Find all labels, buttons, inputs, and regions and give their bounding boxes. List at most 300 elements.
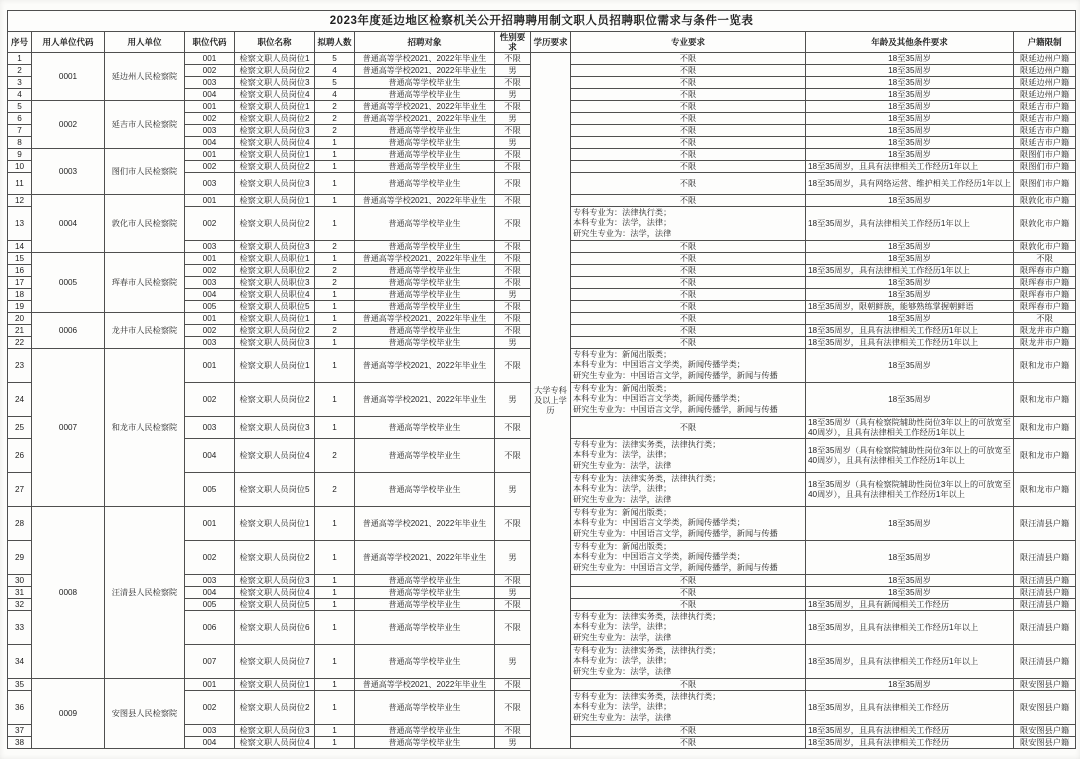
target-cell: 普通高等学校毕业生 [355,691,495,725]
age-cell: 18至35周岁 [806,313,1014,325]
headcount-cell: 1 [315,737,355,749]
residency-cell: 限汪清县户籍 [1014,645,1076,679]
age-cell: 18至35周岁（具有检察院辅助性岗位3年以上的可放宽至40周岁），且具有法律相关工作经历1年以上 [806,473,1014,507]
age-cell: 18至35周岁 [806,137,1014,149]
age-cell: 18至35周岁，且具有法律相关工作经历1年以上 [806,645,1014,679]
major-line: 专科专业为：法律实务类，法律执行类； [573,611,721,621]
headcount-cell: 1 [315,645,355,679]
age-cell: 18至35周岁，限朝鲜族，能够熟练掌握朝鲜语 [806,301,1014,313]
employer-code-cell: 0009 [32,679,105,749]
headcount-cell: 1 [315,301,355,313]
target-cell: 普通高等学校毕业生 [355,89,495,101]
serial-cell: 10 [8,161,32,173]
education-cell: 大学专科及以上学历 [531,53,571,749]
age-cell: 18至35周岁 [806,125,1014,137]
major-line: 研究生专业为：法学，法律 [573,228,672,238]
major-line: 专科专业为：法律实务类，法律执行类； [573,439,721,449]
serial-cell: 28 [8,507,32,541]
gender-cell: 男 [495,541,531,575]
target-cell: 普通高等学校2021、2022年毕业生 [355,195,495,207]
position-name-cell: 检察文职人员岗位5 [235,473,315,507]
position-code-cell: 003 [185,277,235,289]
residency-cell: 限延吉市户籍 [1014,113,1076,125]
position-name-cell: 检察文职人员岗位6 [235,611,315,645]
gender-cell: 不限 [495,195,531,207]
position-name-cell: 检察文职人员岗位3 [235,725,315,737]
gender-cell: 不限 [495,679,531,691]
serial-cell: 36 [8,691,32,725]
employer-name-cell: 珲春市人民检察院 [105,253,185,313]
headcount-cell: 1 [315,195,355,207]
gender-cell: 不限 [495,265,531,277]
column-header: 招聘对象 [355,32,495,53]
age-cell: 18至35周岁 [806,253,1014,265]
position-code-cell: 004 [185,89,235,101]
serial-cell: 37 [8,725,32,737]
employer-code-cell: 0006 [32,313,105,349]
position-code-cell: 001 [185,53,235,65]
employer-code-cell: 0001 [32,53,105,101]
position-code-cell: 003 [185,125,235,137]
serial-cell: 2 [8,65,32,77]
major-cell [571,541,806,575]
major-cell: 不限 [571,587,806,599]
major-cell: 不限 [571,137,806,149]
target-cell: 普通高等学校毕业生 [355,725,495,737]
residency-cell: 限珲春市户籍 [1014,277,1076,289]
position-name-cell: 检察文职人员岗位3 [235,575,315,587]
position-code-cell: 002 [185,383,235,417]
major-line: 研究生专业为：法学，法律 [573,494,672,504]
positions-table [7,10,1076,749]
residency-cell: 限珲春市户籍 [1014,265,1076,277]
column-header: 职位代码 [185,32,235,53]
age-cell: 18至35周岁 [806,289,1014,301]
gender-cell: 男 [495,737,531,749]
residency-cell: 限汪清县户籍 [1014,587,1076,599]
headcount-cell: 1 [315,137,355,149]
residency-cell: 限延吉市户籍 [1014,125,1076,137]
major-line: 本科专业为：中国语言文学类，新闻传播学类； [573,360,745,370]
age-cell: 18至35周岁（具有检察院辅助性岗位3年以上的可放宽至40周岁），且具有法律相关工作经历1年以上 [806,417,1014,439]
major-cell: 不限 [571,277,806,289]
age-cell: 18至35周岁 [806,53,1014,65]
major-line: 本科专业为：中国语言文学类，新闻传播学类； [573,394,745,404]
target-cell: 普通高等学校毕业生 [355,161,495,173]
serial-cell: 27 [8,473,32,507]
age-cell: 18至35周岁，且具有法律相关工作经历1年以上 [806,325,1014,337]
gender-cell: 男 [495,473,531,507]
major-line: 专科专业为：法律实务类，法律执行类； [573,473,721,483]
column-header: 用人单位 [105,32,185,53]
table-body [8,53,1076,749]
serial-cell: 21 [8,325,32,337]
major-cell: 不限 [571,241,806,253]
residency-cell: 限汪清县户籍 [1014,507,1076,541]
gender-cell: 不限 [495,725,531,737]
serial-cell: 7 [8,125,32,137]
major-line: 研究生专业为：法学，法律 [573,712,672,722]
position-code-cell: 003 [185,337,235,349]
serial-cell: 30 [8,575,32,587]
gender-cell: 不限 [495,149,531,161]
major-line: 专科专业为：新闻出版类； [573,349,672,359]
headcount-cell: 5 [315,53,355,65]
residency-cell: 限汪清县户籍 [1014,611,1076,645]
position-name-cell: 检察文职人员岗位1 [235,149,315,161]
residency-cell: 限敦化市户籍 [1014,195,1076,207]
headcount-cell: 2 [315,241,355,253]
position-code-cell: 005 [185,599,235,611]
column-header: 拟聘人数 [315,32,355,53]
residency-cell: 限和龙市户籍 [1014,439,1076,473]
major-line: 本科专业为：中国语言文学类，新闻传播学类； [573,552,745,562]
major-cell: 不限 [571,679,806,691]
major-line: 专科专业为：新闻出版类； [573,541,672,551]
table-wrap [7,10,1075,749]
target-cell: 普通高等学校毕业生 [355,337,495,349]
age-cell: 18至35周岁，具有网络运营、维护相关工作经历1年以上 [806,173,1014,195]
target-cell: 普通高等学校毕业生 [355,301,495,313]
major-cell [571,207,806,241]
gender-cell: 男 [495,65,531,77]
target-cell: 普通高等学校毕业生 [355,473,495,507]
residency-cell: 限敦化市户籍 [1014,207,1076,241]
gender-cell: 不限 [495,439,531,473]
major-cell [571,645,806,679]
serial-cell: 1 [8,53,32,65]
target-cell: 普通高等学校2021、2022年毕业生 [355,113,495,125]
position-name-cell: 检察文职人员岗位1 [235,679,315,691]
age-cell: 18至35周岁 [806,679,1014,691]
position-name-cell: 检察文职人员岗位2 [235,207,315,241]
position-code-cell: 001 [185,679,235,691]
major-cell: 不限 [571,337,806,349]
major-cell: 不限 [571,101,806,113]
position-code-cell: 004 [185,439,235,473]
position-name-cell: 检察文职人员岗位2 [235,65,315,77]
headcount-cell: 1 [315,417,355,439]
serial-cell: 13 [8,207,32,241]
major-cell: 不限 [571,113,806,125]
headcount-cell: 2 [315,101,355,113]
serial-cell: 34 [8,645,32,679]
major-cell: 不限 [571,161,806,173]
residency-cell: 限汪清县户籍 [1014,599,1076,611]
serial-cell: 23 [8,349,32,383]
serial-cell: 26 [8,439,32,473]
major-line: 本科专业为：法学，法律； [573,702,672,712]
gender-cell: 不限 [495,417,531,439]
position-name-cell: 检察文职人员岗位1 [235,313,315,325]
gender-cell: 不限 [495,207,531,241]
serial-cell: 15 [8,253,32,265]
position-code-cell: 002 [185,65,235,77]
major-line: 专科专业为：新闻出版类； [573,383,672,393]
position-code-cell: 003 [185,173,235,195]
residency-cell: 限安图县户籍 [1014,691,1076,725]
serial-cell: 35 [8,679,32,691]
major-cell: 不限 [571,149,806,161]
headcount-cell: 1 [315,679,355,691]
position-name-cell: 检察文职人员职位3 [235,277,315,289]
serial-cell: 25 [8,417,32,439]
residency-cell: 不限 [1014,253,1076,265]
headcount-cell: 1 [315,313,355,325]
age-cell: 18至35周岁 [806,65,1014,77]
major-cell [571,691,806,725]
target-cell: 普通高等学校毕业生 [355,125,495,137]
target-cell: 普通高等学校毕业生 [355,289,495,301]
employer-name-cell: 龙井市人民检察院 [105,313,185,349]
residency-cell: 限和龙市户籍 [1014,417,1076,439]
age-cell: 18至35周岁 [806,587,1014,599]
serial-cell: 9 [8,149,32,161]
target-cell: 普通高等学校毕业生 [355,207,495,241]
major-cell [571,349,806,383]
gender-cell: 男 [495,587,531,599]
position-code-cell: 002 [185,265,235,277]
target-cell: 普通高等学校毕业生 [355,149,495,161]
headcount-cell: 1 [315,575,355,587]
major-cell: 不限 [571,173,806,195]
age-cell: 18至35周岁 [806,101,1014,113]
serial-cell: 24 [8,383,32,417]
employer-code-cell: 0003 [32,149,105,195]
major-line: 专科专业为：法律实务类，法律执行类； [573,691,721,701]
serial-cell: 8 [8,137,32,149]
gender-cell: 不限 [495,611,531,645]
age-cell: 18至35周岁 [806,241,1014,253]
gender-cell: 不限 [495,507,531,541]
headcount-cell: 1 [315,541,355,575]
major-cell: 不限 [571,265,806,277]
target-cell: 普通高等学校2021、2022年毕业生 [355,383,495,417]
major-cell: 不限 [571,575,806,587]
employer-name-cell: 汪清县人民检察院 [105,507,185,679]
position-name-cell: 检察文职人员职位5 [235,301,315,313]
position-name-cell: 检察文职人员岗位2 [235,161,315,173]
position-code-cell: 006 [185,611,235,645]
age-cell: 18至35周岁 [806,195,1014,207]
column-header: 学历要求 [531,32,571,53]
gender-cell: 不限 [495,301,531,313]
major-cell: 不限 [571,599,806,611]
target-cell: 普通高等学校毕业生 [355,645,495,679]
serial-cell: 14 [8,241,32,253]
employer-name-cell: 敦化市人民检察院 [105,195,185,253]
serial-cell: 16 [8,265,32,277]
target-cell: 普通高等学校2021、2022年毕业生 [355,679,495,691]
serial-cell: 33 [8,611,32,645]
major-cell: 不限 [571,65,806,77]
position-name-cell: 检察文职人员岗位1 [235,507,315,541]
serial-cell: 12 [8,195,32,207]
target-cell: 普通高等学校毕业生 [355,611,495,645]
major-cell: 不限 [571,289,806,301]
title-row [8,11,1076,32]
position-name-cell: 检察文职人员岗位2 [235,691,315,725]
position-code-cell: 002 [185,161,235,173]
gender-cell: 不限 [495,349,531,383]
gender-cell: 男 [495,137,531,149]
residency-cell: 限延边州户籍 [1014,89,1076,101]
column-header: 职位名称 [235,32,315,53]
target-cell: 普通高等学校2021、2022年毕业生 [355,349,495,383]
major-cell: 不限 [571,53,806,65]
position-code-cell: 001 [185,195,235,207]
position-code-cell: 004 [185,587,235,599]
gender-cell: 不限 [495,125,531,137]
position-name-cell: 检察文职人员岗位1 [235,349,315,383]
headcount-cell: 2 [315,113,355,125]
target-cell: 普通高等学校2021、2022年毕业生 [355,313,495,325]
age-cell: 18至35周岁，且具有法律相关工作经历 [806,691,1014,725]
target-cell: 普通高等学校毕业生 [355,575,495,587]
gender-cell: 不限 [495,277,531,289]
employer-name-cell: 安图县人民检察院 [105,679,185,749]
position-name-cell: 检察文职人员岗位1 [235,101,315,113]
position-code-cell: 004 [185,289,235,301]
position-name-cell: 检察文职人员岗位1 [235,53,315,65]
headcount-cell: 1 [315,691,355,725]
headcount-cell: 1 [315,149,355,161]
position-code-cell: 003 [185,77,235,89]
age-cell: 18至35周岁 [806,541,1014,575]
position-name-cell: 检察文职人员职位4 [235,289,315,301]
position-code-cell: 001 [185,149,235,161]
residency-cell: 限安图县户籍 [1014,725,1076,737]
major-cell: 不限 [571,77,806,89]
position-code-cell: 005 [185,473,235,507]
serial-cell: 18 [8,289,32,301]
major-cell [571,507,806,541]
gender-cell: 不限 [495,313,531,325]
age-cell: 18至35周岁 [806,113,1014,125]
target-cell: 普通高等学校2021、2022年毕业生 [355,541,495,575]
target-cell: 普通高等学校2021、2022年毕业生 [355,101,495,113]
position-name-cell: 检察文职人员岗位3 [235,417,315,439]
position-code-cell: 001 [185,101,235,113]
target-cell: 普通高等学校毕业生 [355,325,495,337]
serial-cell: 20 [8,313,32,325]
major-line: 专科专业为：新闻出版类； [573,507,672,517]
age-cell: 18至35周岁，具有法律相关工作经历1年以上 [806,265,1014,277]
residency-cell: 限汪清县户籍 [1014,541,1076,575]
position-code-cell: 002 [185,207,235,241]
headcount-cell: 2 [315,277,355,289]
position-code-cell: 003 [185,575,235,587]
headcount-cell: 1 [315,725,355,737]
headcount-cell: 4 [315,89,355,101]
position-code-cell: 002 [185,113,235,125]
gender-cell: 不限 [495,575,531,587]
position-name-cell: 检察文职人员岗位3 [235,241,315,253]
target-cell: 普通高等学校毕业生 [355,173,495,195]
residency-cell: 限龙井市户籍 [1014,325,1076,337]
employer-name-cell: 延边州人民检察院 [105,53,185,101]
major-line: 本科专业为：法学，法律； [573,218,672,228]
target-cell: 普通高等学校2021、2022年毕业生 [355,53,495,65]
headcount-cell: 2 [315,439,355,473]
residency-cell: 限安图县户籍 [1014,737,1076,749]
target-cell: 普通高等学校毕业生 [355,265,495,277]
position-code-cell: 001 [185,253,235,265]
employer-name-cell: 延吉市人民检察院 [105,101,185,149]
position-name-cell: 检察文职人员岗位2 [235,113,315,125]
column-header: 序号 [8,32,32,53]
table-row [8,53,1076,65]
age-cell: 18至35周岁 [806,507,1014,541]
age-cell: 18至35周岁，且具有新闻相关工作经历 [806,599,1014,611]
major-line: 研究生专业为：法学，法律 [573,632,672,642]
column-header: 用人单位代码 [32,32,105,53]
major-cell [571,473,806,507]
age-cell: 18至35周岁 [806,575,1014,587]
position-code-cell: 004 [185,137,235,149]
major-line: 研究生专业为：法学，法律 [573,460,672,470]
position-code-cell: 002 [185,325,235,337]
employer-name-cell: 图们市人民检察院 [105,149,185,195]
serial-cell: 3 [8,77,32,89]
major-line: 本科专业为：法学，法律； [573,656,672,666]
age-cell: 18至35周岁，且具有法律相关工作经历1年以上 [806,611,1014,645]
serial-cell: 5 [8,101,32,113]
position-code-cell: 002 [185,541,235,575]
gender-cell: 不限 [495,161,531,173]
position-name-cell: 检察文职人员岗位7 [235,645,315,679]
major-line: 专科专业为：法律实务类，法律执行类； [573,645,721,655]
age-cell: 18至35周岁 [806,349,1014,383]
age-cell: 18至35周岁 [806,383,1014,417]
serial-cell: 22 [8,337,32,349]
age-cell: 18至35周岁 [806,89,1014,101]
target-cell: 普通高等学校毕业生 [355,77,495,89]
gender-cell: 男 [495,289,531,301]
major-line: 研究生专业为：中国语言文学，新闻传播学，新闻与传播 [573,404,778,414]
target-cell: 普通高等学校毕业生 [355,737,495,749]
residency-cell: 限敦化市户籍 [1014,241,1076,253]
position-code-cell: 001 [185,507,235,541]
residency-cell: 限延边州户籍 [1014,65,1076,77]
major-line: 本科专业为：法学，法律； [573,484,672,494]
headcount-cell: 1 [315,349,355,383]
major-cell: 不限 [571,301,806,313]
headcount-cell: 4 [315,65,355,77]
target-cell: 普通高等学校毕业生 [355,417,495,439]
position-name-cell: 检察文职人员岗位2 [235,541,315,575]
major-line: 本科专业为：法学，法律； [573,622,672,632]
position-name-cell: 检察文职人员岗位3 [235,77,315,89]
major-cell: 不限 [571,725,806,737]
major-cell [571,439,806,473]
residency-cell: 限延边州户籍 [1014,77,1076,89]
residency-cell: 限延吉市户籍 [1014,137,1076,149]
residency-cell: 不限 [1014,313,1076,325]
position-code-cell: 003 [185,417,235,439]
age-cell: 18至35周岁 [806,277,1014,289]
residency-cell: 限图们市户籍 [1014,173,1076,195]
headcount-cell: 1 [315,207,355,241]
residency-cell: 限和龙市户籍 [1014,383,1076,417]
residency-cell: 限龙井市户籍 [1014,337,1076,349]
serial-cell: 19 [8,301,32,313]
serial-cell: 17 [8,277,32,289]
position-name-cell: 检察文职人员岗位4 [235,439,315,473]
target-cell: 普通高等学校毕业生 [355,137,495,149]
target-cell: 普通高等学校2021、2022年毕业生 [355,253,495,265]
headcount-cell: 1 [315,161,355,173]
